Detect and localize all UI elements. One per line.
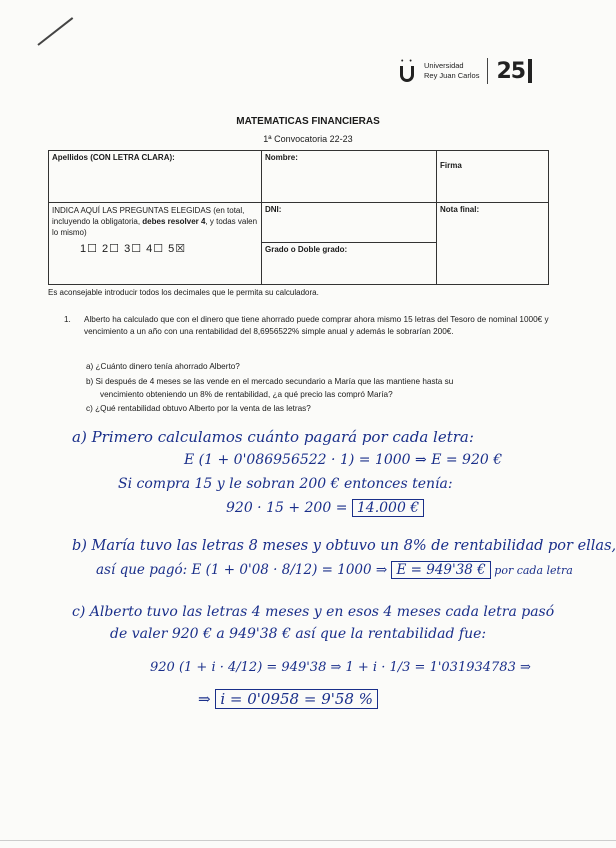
chosen-questions-cell[interactable]: [49, 203, 262, 285]
question-checkboxes[interactable]: 1☐ 2☐ 3☐ 4☐ 5☒: [80, 243, 187, 255]
indica-text-a: INDICA AQUÍ LAS PREGUNTAS ELEGIDAS (en total, incluyendo la obligatoria,: [52, 206, 245, 226]
dni-cell[interactable]: [262, 203, 437, 243]
question-number: 1.: [64, 315, 71, 324]
indica-text-b: , y todas valen lo mismo): [52, 217, 258, 237]
question-part-b-line2: vencimiento obteniendo un 8% de rentabilidad, ¿a qué precio las compró María?: [100, 390, 393, 399]
university-name-line2: Rey Juan Carlos: [424, 71, 480, 80]
question-1: [64, 314, 550, 338]
nota-label: Nota final:: [440, 205, 480, 214]
question-part-c: c) ¿Qué rentabilidad obtuvo Alberto por la venta de las letras?: [86, 404, 311, 413]
exam-subtitle: 1ª Convocatoria 22-23: [263, 134, 353, 144]
page-bottom-edge: [0, 840, 616, 841]
anniversary-number: 25: [496, 58, 526, 84]
answer-c-line4: [198, 690, 378, 708]
answer-a-line3: Si compra 15 y le sobran 200 € entonces tenía:: [118, 476, 453, 492]
answer-a-line2: E (1 + 0'086956522 · 1) = 1000 ⇒ E = 920 €: [184, 452, 503, 468]
university-logo: [398, 58, 532, 84]
dni-label: DNI:: [265, 205, 282, 214]
answer-b-line2: [96, 562, 573, 578]
urjc-u-icon: • •: [398, 58, 418, 84]
answer-b-line1: b) María tuvo las letras 8 meses y obtuvo un 8% de rentabilidad por ellas,: [72, 538, 616, 554]
nota-cell: [437, 203, 549, 285]
answer-b-tail: por cada letra: [490, 564, 573, 577]
answer-c-result: i = 0'0958 = 9'58 %: [215, 689, 378, 709]
answer-a-result: 14.000 €: [352, 499, 424, 517]
nombre-cell[interactable]: [262, 151, 437, 203]
nombre-label: Nombre:: [265, 153, 298, 162]
exam-title: MATEMATICAS FINANCIERAS: [236, 116, 380, 127]
grado-label: Grado o Doble grado:: [265, 245, 348, 254]
pen-stroke-mark: [37, 17, 73, 46]
answer-c-line2: de valer 920 € a 949'38 € así que la rentabilidad fue:: [110, 626, 487, 642]
answer-b-result: E = 949'38 €: [391, 561, 490, 579]
apellidos-label: Apellidos (CON LETRA CLARA):: [52, 153, 175, 162]
student-info-table: [48, 150, 549, 285]
anniversary-stripe-icon: [528, 59, 532, 83]
question-part-b-line1: b) Si después de 4 meses se las vende en el mercado secundario a María que las mantiene hasta su: [86, 377, 454, 386]
answer-a-line1: a) Primero calculamos cuánto pagará por cada letra:: [72, 428, 474, 446]
indica-bold: debes resolver 4: [142, 217, 206, 226]
calculator-note: Es aconsejable introducir todos los decimales que le permita su calculadora.: [48, 288, 319, 297]
answer-c-line1: c) Alberto tuvo las letras 4 meses y en esos 4 meses cada letra pasó: [72, 604, 555, 620]
logo-divider: [487, 58, 488, 84]
answer-b-expression: así que pagó: E (1 + 0'08 · 8/12) = 1000 ⇒: [96, 562, 392, 578]
question-text: Alberto ha calculado que con el dinero que tiene ahorrado puede comprar ahora mismo 15 letras del Tesoro de nominal 1000€ y vencimiento a un año con una rentabilidad del 8,6956522% simple anual y además le sobrarían 200€.: [84, 315, 549, 336]
apellidos-cell[interactable]: [49, 151, 262, 203]
answer-c-arrow: ⇒: [198, 690, 216, 708]
answer-a-line4: [226, 500, 424, 516]
answer-c-line3: 920 (1 + i · 4/12) = 949'38 ⇒ 1 + i · 1/3 = 1'031934783 ⇒: [150, 660, 531, 675]
university-name-line1: Universidad: [424, 61, 464, 70]
question-part-a: a) ¿Cuánto dinero tenía ahorrado Alberto?: [86, 362, 240, 371]
firma-label: Firma: [440, 161, 462, 170]
firma-cell[interactable]: [437, 151, 549, 203]
answer-a-expression: 920 · 15 + 200 =: [226, 500, 352, 516]
grado-cell[interactable]: [262, 243, 437, 285]
